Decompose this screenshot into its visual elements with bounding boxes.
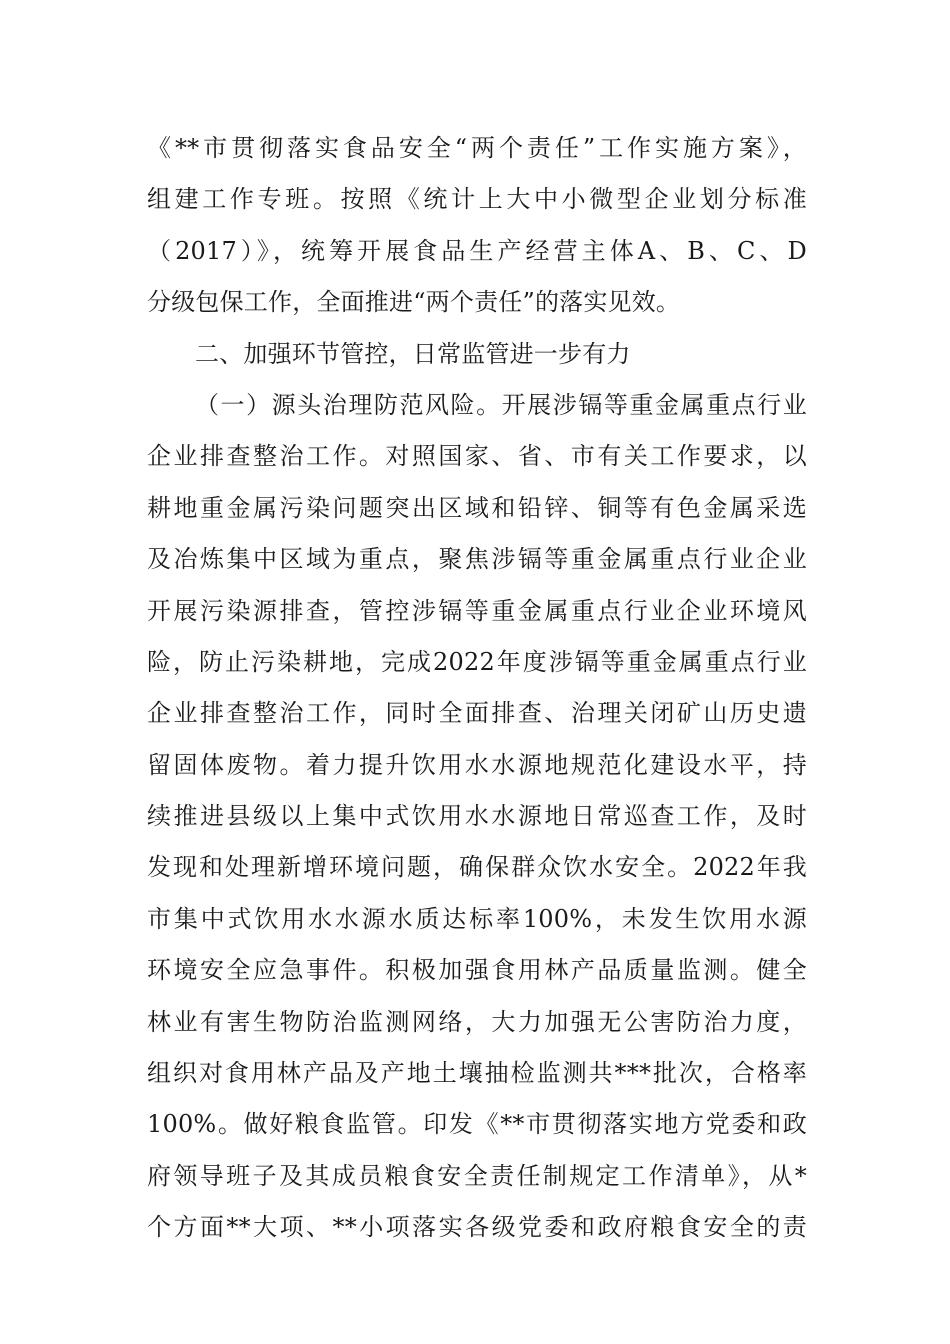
document-body (147, 123, 807, 1254)
paragraph-line: 组织对食用林产品及产地土壤抽检监测共***批次，合格率 (147, 1059, 807, 1088)
paragraph-line: 100%。做好粮食监管。印发《**市贯彻落实地方党委和政 (147, 1110, 807, 1139)
paragraph-line: 《**市贯彻落实食品安全“两个责任”工作实施方案》， (147, 134, 807, 162)
paragraph-line: 发现和处理新增环境问题，确保群众饮水安全。2022年我 (147, 853, 807, 882)
paragraph-line: 续推进县级以上集中式饮用水水源地日常巡查工作，及时 (147, 802, 807, 831)
paragraph-line: 耕地重金属污染问题突出区域和铅锌、铜等有色金属采选 (147, 493, 807, 522)
paragraph-line: （2017）》，统筹开展食品生产经营主体A、B、C、D (147, 236, 807, 265)
section-heading: 二、加强环节管控，日常监管进一步有力 (195, 339, 631, 368)
paragraph-line: （一）源头治理防范风险。开展涉镉等重金属重点行业 (195, 390, 807, 419)
paragraph-line: 组建工作专班。按照《统计上大中小微型企业划分标准 (147, 185, 807, 214)
paragraph-line: 个方面**大项、**小项落实各级党委和政府粮食安全的责 (147, 1213, 807, 1242)
paragraph-line: 林业有害生物防治监测网络，大力加强无公害防治力度， (147, 1007, 807, 1036)
paragraph-line: 险，防止污染耕地，完成2022年度涉镉等重金属重点行业 (147, 647, 807, 676)
paragraph-line: 及冶炼集中区域为重点，聚焦涉镉等重金属重点行业企业 (147, 545, 807, 574)
paragraph-line: 企业排查整治工作，同时全面排查、治理关闭矿山历史遗 (147, 699, 807, 728)
paragraph-line: 留固体废物。着力提升饮用水水源地规范化建设水平，持 (147, 750, 807, 779)
paragraph-line: 分级包保工作，全面推进“两个责任”的落实见效。 (147, 288, 681, 317)
paragraph-line: 企业排查整治工作。对照国家、省、市有关工作要求，以 (147, 442, 807, 471)
paragraph-line: 环境安全应急事件。积极加强食用林产品质量监测。健全 (147, 956, 807, 985)
paragraph-line: 府领导班子及其成员粮食安全责任制规定工作清单》，从* (147, 1161, 807, 1190)
paragraph-line: 开展污染源排查，管控涉镉等重金属重点行业企业环境风 (147, 596, 807, 625)
paragraph-line: 市集中式饮用水水源水质达标率100%，未发生饮用水源 (147, 904, 807, 933)
